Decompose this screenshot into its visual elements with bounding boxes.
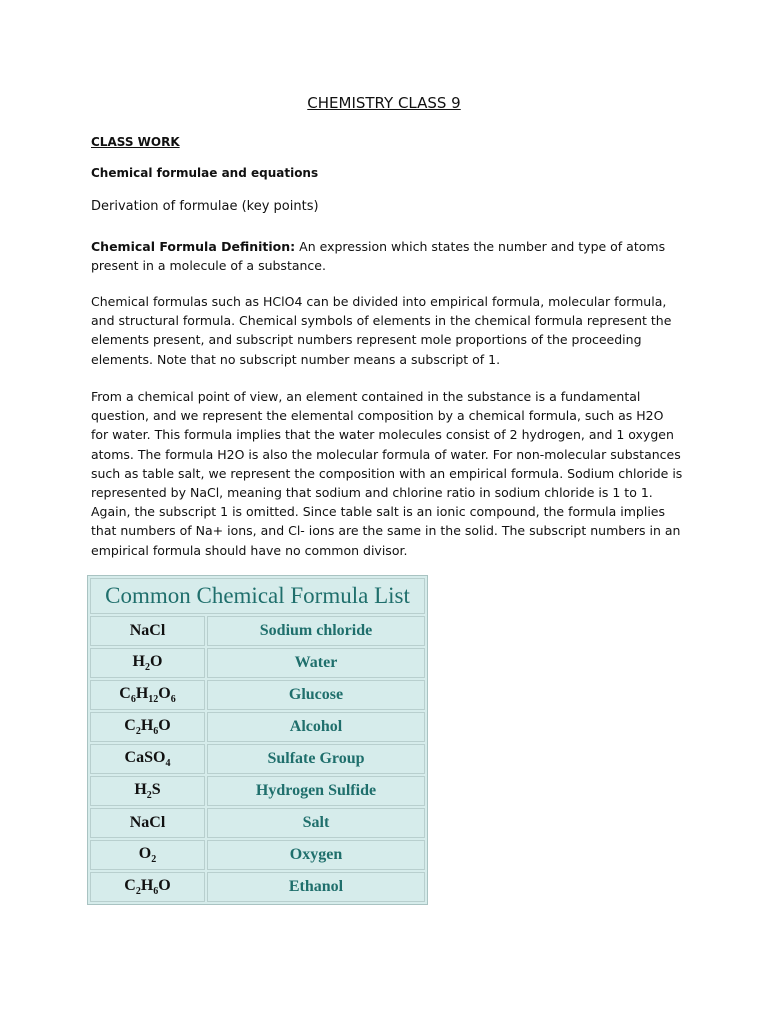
compound-name-cell: Salt (207, 808, 425, 838)
composition-paragraph: From a chemical point of view, an element contained in the substance is a fundamental question, and we represent the elemental composition by a chemical formula, such as H2O for water. This formula implies that the water molecules consist of 2 hydrogen, and 1 oxygen atoms. The formula H2O is also the molecular formula of water. For non-molecular substances such as table salt, we represent the composition with an empirical formula. Sodium chloride is represented by NaCl, meaning that sodium and chlorine ratio in sodium chloride is 1 to 1. Again, the subscript 1 is omitted. Since table salt is an ionic compound, the formula implies that numbers of Na+ ions, and Cl- ions are the same in the solid. The subscript numbers in an empirical formula should have no common divisor. (91, 389, 683, 558)
subscript: 2 (135, 886, 141, 898)
formula-cell (90, 872, 205, 902)
subscript: 2 (135, 726, 141, 738)
element-symbol: C (119, 684, 131, 702)
table-row (90, 776, 425, 806)
subscript: 2 (151, 854, 157, 866)
element-symbol: O (150, 652, 163, 670)
element-symbol: CaSO (124, 748, 166, 766)
table-row (90, 680, 425, 710)
formula-cell (90, 840, 205, 870)
table-row (90, 840, 425, 870)
element-symbol: NaCl (129, 622, 166, 639)
formula-cell (90, 680, 205, 710)
element-symbol: H (135, 684, 149, 702)
subscript: 2 (145, 662, 150, 674)
element-symbol: C (124, 716, 136, 734)
table-row (90, 616, 425, 646)
formula-cell (90, 776, 205, 806)
element-symbol: C (124, 876, 136, 894)
compound-name-cell: Sodium chloride (207, 616, 425, 646)
definition-paragraph (91, 237, 683, 275)
table-row (90, 872, 425, 902)
definition-text: An expression which states the number and type of atoms present in a molecule of a substance. (91, 239, 666, 274)
formula-cell (90, 744, 205, 774)
topic-subheading: Chemical formulae and equations (91, 166, 319, 180)
compound-name-cell: Water (207, 648, 425, 678)
subscript: 2 (146, 790, 152, 802)
compound-name-cell: Hydrogen Sulfide (207, 776, 425, 806)
table-row (90, 648, 425, 678)
table-row (90, 744, 425, 774)
compound-name-cell: Sulfate Group (207, 744, 425, 774)
formula-cell (90, 616, 205, 646)
element-symbol: O (158, 876, 171, 894)
compound-name-cell: Alcohol (207, 712, 425, 742)
element-symbol: H (134, 780, 147, 798)
element-symbol: O (158, 684, 171, 702)
table-row (90, 808, 425, 838)
subscript: 6 (170, 694, 176, 706)
element-symbol: H (132, 652, 145, 670)
chemical-formula-table (87, 575, 428, 905)
compound-name-cell: Glucose (207, 680, 425, 710)
element-symbol: NaCl (129, 814, 166, 831)
element-symbol: O (138, 844, 152, 862)
element-symbol: H (140, 876, 154, 894)
formula-cell (90, 648, 205, 678)
subscript: 4 (165, 758, 171, 770)
table-caption-row (90, 578, 425, 614)
subscript: 6 (153, 726, 159, 738)
subscript: 6 (153, 886, 159, 898)
table-row (90, 712, 425, 742)
element-symbol: H (140, 716, 154, 734)
derivation-line: Derivation of formulae (key points) (91, 199, 319, 214)
element-symbol: O (158, 716, 171, 734)
subscript: 6 (130, 694, 136, 706)
definition-label: Chemical Formula Definition: (91, 239, 296, 254)
compound-name-cell: Ethanol (207, 872, 425, 902)
formula-cell (90, 712, 205, 742)
page-title: CHEMISTRY CLASS 9 (307, 94, 461, 112)
subscript: 12 (148, 694, 159, 706)
element-symbol: S (151, 780, 161, 798)
compound-name-cell: Oxygen (207, 840, 425, 870)
formula-types-paragraph: Chemical formulas such as HClO4 can be divided into empirical formula, molecular formula, and structural formula. Chemical symbols of elements in the chemical formula represent the elements present, and subscript numbers represent mole proportions of the proceeding elements. Note that no subscript number means a subscript of 1. (91, 294, 672, 367)
formula-cell (90, 808, 205, 838)
table-caption: Common Chemical Formula List (90, 578, 425, 614)
class-work-heading: CLASS WORK (91, 135, 180, 149)
